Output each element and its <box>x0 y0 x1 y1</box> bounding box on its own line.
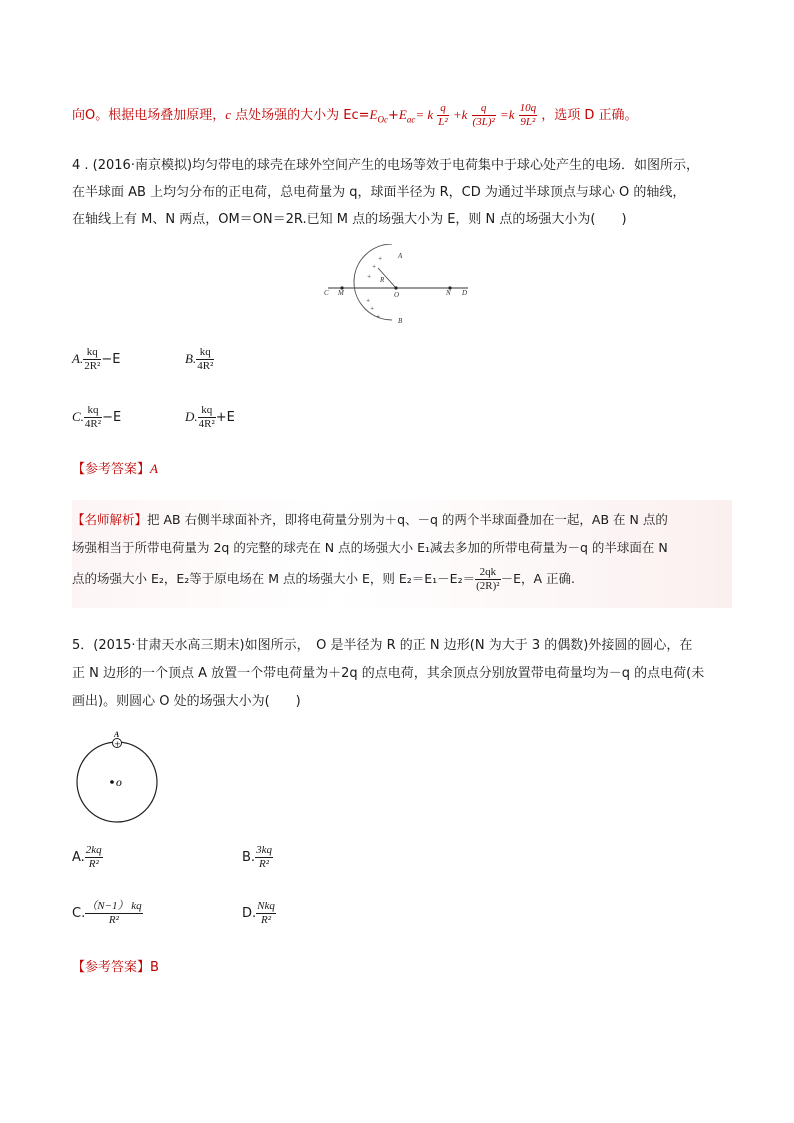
q4-label-D: D <box>462 289 468 297</box>
q4-hemisphere-figure <box>320 244 480 324</box>
q4-option-d[interactable]: D. $\frac{kq}{\text{4R²}}$ +E <box>185 404 235 430</box>
svg-text:+: + <box>372 264 377 270</box>
q4-label-A: A <box>398 252 403 260</box>
q4-analysis-line-2: 场强相当于所带电荷量为 2q 的完整的球壳在 N 点的场强大小 E₁减去多加的所带电荷量为－q 的半球面在 N <box>72 540 668 555</box>
e-oc: $E_{Oc}$ <box>369 107 388 125</box>
svg-text:+: + <box>370 306 375 312</box>
q4-label-R: R <box>380 276 385 284</box>
q4-answer <box>72 458 158 477</box>
q4-label-O: O <box>394 291 400 299</box>
q5-option-d[interactable]: D. $\frac{\text{Nkq}}{\text{R²}}$ <box>242 900 275 926</box>
q4-answer-label: 【参考答案】 <box>72 462 151 477</box>
q4-label-M: M <box>338 289 344 297</box>
q4-option-a[interactable]: A. $\frac{kq}{\text{2R²}}$ −E <box>72 346 121 372</box>
q5-option-b[interactable]: B. $\frac{3kq}{\text{R²}}$ <box>242 844 272 870</box>
q5-plus-sign: + <box>114 739 121 749</box>
q4-option-c[interactable]: C. $\frac{kq}{\text{4R²}}$ −E <box>72 404 122 430</box>
q4-stem-line-2: 在半球面 AB 上均匀分布的正电荷，总电荷量为 q，球面半径为 R，CD 为通过半球顶点与球心 O 的轴线， <box>72 185 686 200</box>
q5-label-A: A <box>114 730 120 739</box>
q4-stem-line-3: 在轴线上有 M、N 两点，OM＝ON＝2R.已知 M 点的场强大小为 E，则 N 点的场强大小为( ) <box>72 212 627 227</box>
q4-analysis-line-1: 【名师解析】把 AB 右侧半球面补齐，即将电荷量分别为＋q、－q 的两个半球面叠加在一起，AB 在 N 点的 <box>72 512 668 527</box>
q4-option-b[interactable]: B. $\frac{kq}{\text{4R²}}$ <box>185 346 214 372</box>
q5-answer <box>72 956 159 975</box>
q4-analysis-line-3: 点的场强大小 E₂，E₂等于原电场在 M 点的场强大小 E，则 E₂＝E₁－E₂＝ $\frac{2qk}{\text{(2R)²}}$ －E，A 正确. <box>72 566 575 592</box>
svg-text:+: + <box>378 256 383 262</box>
q4-answer-value: A <box>150 461 158 476</box>
q5-option-a[interactable]: A. $\frac{2kq}{\text{R²}}$ <box>72 844 102 870</box>
solution-text-1: 向O。根据电场叠加原理， <box>72 108 226 123</box>
q5-label-O: O <box>116 779 122 788</box>
previous-solution-line: 向O。根据电场叠加原理，c 点处场强的大小为 $Ec=E_{Oc}+E_{ac}= k$ $\frac{q}{\text{L²}}$ +k $\frac{q}{\text{(3L)²}}$ =k $\frac{10q}{\text{9L²}}$ ，选项 D 正确。 <box>72 102 638 128</box>
q4-label-N: N <box>446 289 451 297</box>
q5-stem-line-2: 正 N 边形的一个顶点 A 放置一个带电荷量为＋2q 的点电荷，其余顶点分别放置带电荷量均为－q 的点电荷(未 <box>72 666 705 681</box>
fraction-q-over-l2: $\frac{q}{\text{L²}}$ <box>438 102 448 128</box>
q5-answer-value: B <box>150 960 159 975</box>
q5-answer-label: 【参考答案】 <box>72 960 151 975</box>
q4-analysis-label: 【名师解析】 <box>72 512 148 527</box>
q5-stem-line-1: 5．(2015·甘肃天水高三期末)如图所示， O 是半径为 R 的正 N 边形(N 为大于 3 的偶数)外接圆的圆心，在 <box>72 638 693 653</box>
svg-text:+: + <box>376 314 381 320</box>
solution-text-2: 点处场强的大小为 Ec= <box>231 108 370 123</box>
e-ac: $E_{ac}$ <box>398 107 416 125</box>
q4-stem-line-1: 4 . (2016·南京模拟)均匀带电的球壳在球外空间产生的电场等效于电荷集中于球心处产生的电场．如图所示， <box>72 158 700 173</box>
svg-text:+: + <box>366 298 371 304</box>
q4-label-B: B <box>398 317 403 324</box>
fraction-q-over-3l2: $\frac{q}{\text{(3L)²}}$ <box>472 102 495 128</box>
q5-stem-line-3: 画出)。则圆心 O 处的场强大小为( ) <box>72 694 301 709</box>
q4-label-C: C <box>324 289 329 297</box>
q5-option-c[interactable]: C. $\frac{(N-1) kq}{\text{R²}}$ <box>72 900 142 926</box>
q5-circle-figure <box>72 728 162 824</box>
svg-text:+: + <box>367 274 372 280</box>
point-c: c <box>225 107 232 122</box>
fraction-10q-over-9l2: $\frac{10q}{\text{9L²}}$ <box>519 102 537 128</box>
solution-tail: ，选项 D 正确。 <box>541 108 638 123</box>
